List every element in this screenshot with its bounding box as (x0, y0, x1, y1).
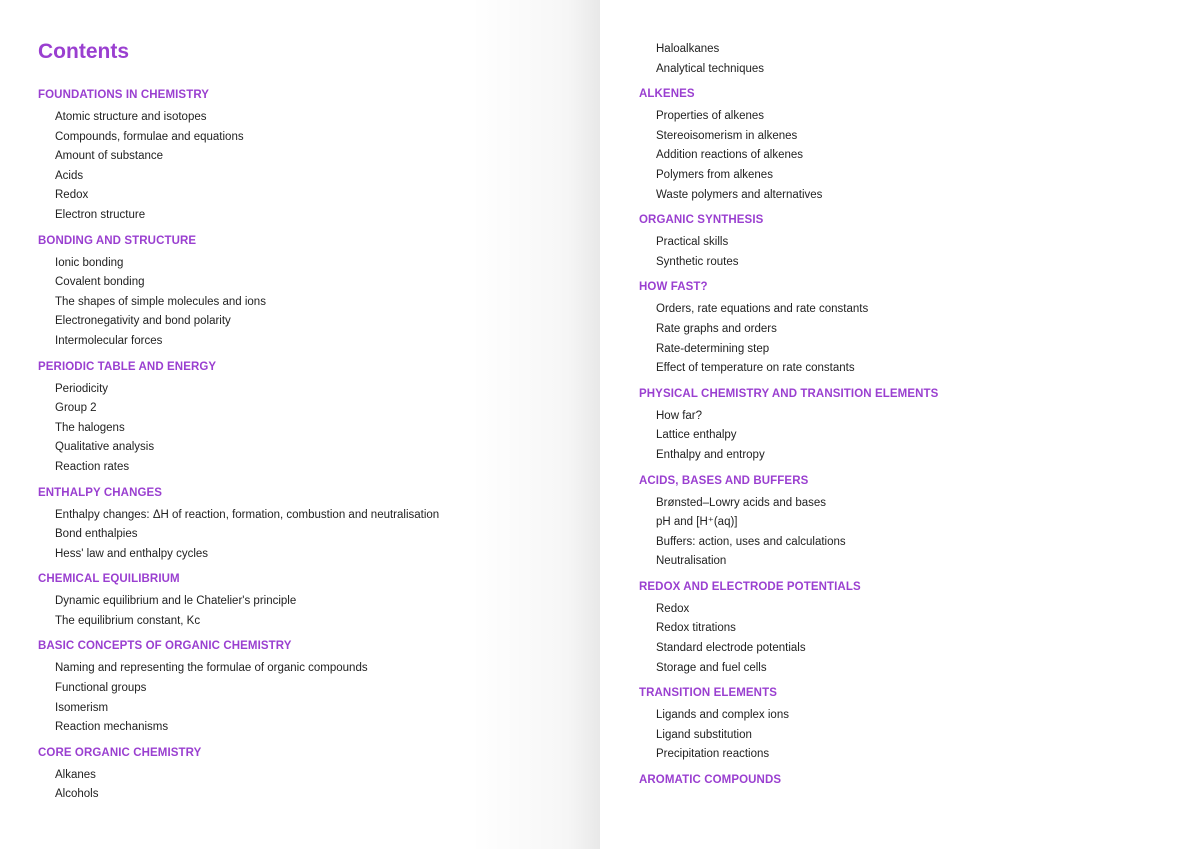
section-heading[interactable]: REDOX AND ELECTRODE POTENTIALS (639, 580, 861, 593)
contents-section (38, 88, 439, 226)
contents-entry[interactable]: Bond enthalpies (55, 528, 138, 541)
contents-section (639, 40, 938, 79)
contents-entry[interactable]: Reaction mechanisms (55, 721, 169, 734)
contents-entry[interactable]: Effect of temperature on rate constants (656, 362, 855, 375)
contents-section (639, 213, 938, 272)
contents-entry[interactable]: Hess' law and enthalpy cycles (55, 547, 209, 560)
section-heading[interactable]: CHEMICAL EQUILIBRIUM (38, 573, 180, 586)
contents-entry[interactable]: Buffers: action, uses and calculations (656, 535, 846, 548)
contents-entry[interactable]: The shapes of simple molecules and ions (55, 295, 266, 308)
contents-entry[interactable]: Rate graphs and orders (656, 322, 777, 335)
contents-entry[interactable]: Stereoisomerism in alkenes (656, 129, 798, 142)
section-heading[interactable]: HOW FAST? (639, 281, 708, 294)
contents-section (639, 773, 938, 787)
contents-entry[interactable]: Covalent bonding (55, 276, 145, 289)
contents-entry[interactable]: Ligand substitution (656, 728, 752, 741)
contents-section (38, 360, 439, 478)
contents-entry[interactable]: Storage and fuel cells (656, 661, 767, 674)
contents-section (639, 387, 938, 466)
contents-entry[interactable]: Rate-determining step (656, 342, 770, 355)
contents-entry[interactable]: Practical skills (656, 236, 729, 249)
contents-entry[interactable]: Dynamic equilibrium and le Chatelier's principle (55, 595, 297, 608)
contents-column-right (639, 40, 938, 793)
contents-column-left (38, 88, 439, 805)
contents-entry[interactable]: Redox (55, 189, 89, 202)
contents-entry[interactable]: pH and [H⁺(aq)] (656, 516, 738, 529)
contents-entry[interactable]: Electron structure (55, 208, 146, 221)
section-heading[interactable]: ORGANIC SYNTHESIS (639, 214, 764, 227)
contents-entry[interactable]: Group 2 (55, 402, 97, 415)
section-heading[interactable]: PERIODIC TABLE AND ENERGY (38, 360, 217, 373)
contents-entry[interactable]: Compounds, formulae and equations (55, 130, 244, 143)
section-heading[interactable]: ENTHALPY CHANGES (38, 486, 163, 499)
contents-entry[interactable]: Amount of substance (55, 150, 164, 163)
contents-entry[interactable]: Redox (656, 602, 690, 615)
contents-entry[interactable]: Neutralisation (656, 555, 727, 568)
page-gutter-shadow (470, 0, 600, 849)
contents-entry[interactable]: Synthetic routes (656, 255, 739, 268)
contents-section (38, 486, 439, 565)
page-title: Contents (38, 40, 129, 63)
contents-entry[interactable]: The equilibrium constant, Kc (55, 614, 201, 627)
contents-entry[interactable]: Alkanes (55, 768, 96, 781)
contents-section (38, 639, 439, 737)
section-heading[interactable]: ALKENES (639, 88, 695, 101)
contents-entry[interactable]: Lattice enthalpy (656, 429, 737, 442)
section-heading[interactable]: TRANSITION ELEMENTS (639, 687, 777, 700)
section-heading[interactable]: ACIDS, BASES AND BUFFERS (639, 474, 809, 487)
contents-entry[interactable]: Redox titrations (656, 622, 736, 635)
section-heading[interactable]: FOUNDATIONS IN CHEMISTRY (38, 89, 210, 101)
contents-entry[interactable]: Periodicity (55, 382, 109, 395)
contents-entry[interactable]: Analytical techniques (656, 62, 765, 75)
contents-entry[interactable]: Standard electrode potentials (656, 642, 806, 655)
contents-entry[interactable]: Acids (55, 169, 84, 182)
contents-entry[interactable]: Naming and representing the formulae of organic compounds (55, 662, 368, 675)
contents-section (38, 746, 439, 805)
contents-entry[interactable]: Functional groups (55, 682, 147, 695)
contents-section (639, 280, 938, 378)
contents-section (38, 572, 439, 631)
section-heading[interactable]: BONDING AND STRUCTURE (38, 234, 197, 247)
contents-entry[interactable]: Addition reactions of alkenes (656, 149, 804, 162)
contents-section (639, 580, 938, 678)
contents-section (639, 686, 938, 765)
contents-entry[interactable]: How far? (656, 409, 703, 422)
contents-entry[interactable]: Isomerism (55, 701, 109, 714)
contents-entry[interactable]: Haloalkanes (656, 43, 720, 55)
contents-entry[interactable]: Brønsted–Lowry acids and bases (656, 496, 827, 509)
section-heading[interactable]: PHYSICAL CHEMISTRY AND TRANSITION ELEMENTS (639, 387, 939, 400)
contents-entry[interactable]: Qualitative analysis (55, 441, 155, 454)
contents-section (38, 234, 439, 352)
contents-entry[interactable]: Atomic structure and isotopes (55, 111, 207, 123)
contents-section (639, 474, 938, 572)
contents-entry[interactable]: Enthalpy and entropy (656, 448, 765, 461)
section-heading[interactable]: CORE ORGANIC CHEMISTRY (38, 746, 202, 759)
contents-entry[interactable]: Reaction rates (55, 460, 130, 473)
contents-entry[interactable]: The halogens (55, 421, 125, 434)
contents-entry[interactable]: Precipitation reactions (656, 748, 770, 761)
contents-entry[interactable]: Properties of alkenes (656, 110, 765, 123)
contents-entry[interactable]: Ligands and complex ions (656, 709, 789, 722)
contents-entry[interactable]: Intermolecular forces (55, 334, 163, 347)
contents-entry[interactable]: Ionic bonding (55, 256, 124, 269)
contents-entry[interactable]: Electronegativity and bond polarity (55, 315, 231, 328)
section-heading[interactable]: AROMATIC COMPOUNDS (639, 774, 782, 787)
section-heading[interactable]: BASIC CONCEPTS OF ORGANIC CHEMISTRY (38, 640, 292, 653)
contents-entry[interactable]: Alcohols (55, 788, 99, 801)
contents-entry[interactable]: Orders, rate equations and rate constants (656, 303, 869, 316)
contents-entry[interactable]: Waste polymers and alternatives (656, 188, 823, 201)
contents-entry[interactable]: Enthalpy changes: ΔH of reaction, formation, combustion and neutralisation (55, 508, 440, 521)
contents-section (639, 87, 938, 205)
contents-entry[interactable]: Polymers from alkenes (656, 168, 773, 181)
